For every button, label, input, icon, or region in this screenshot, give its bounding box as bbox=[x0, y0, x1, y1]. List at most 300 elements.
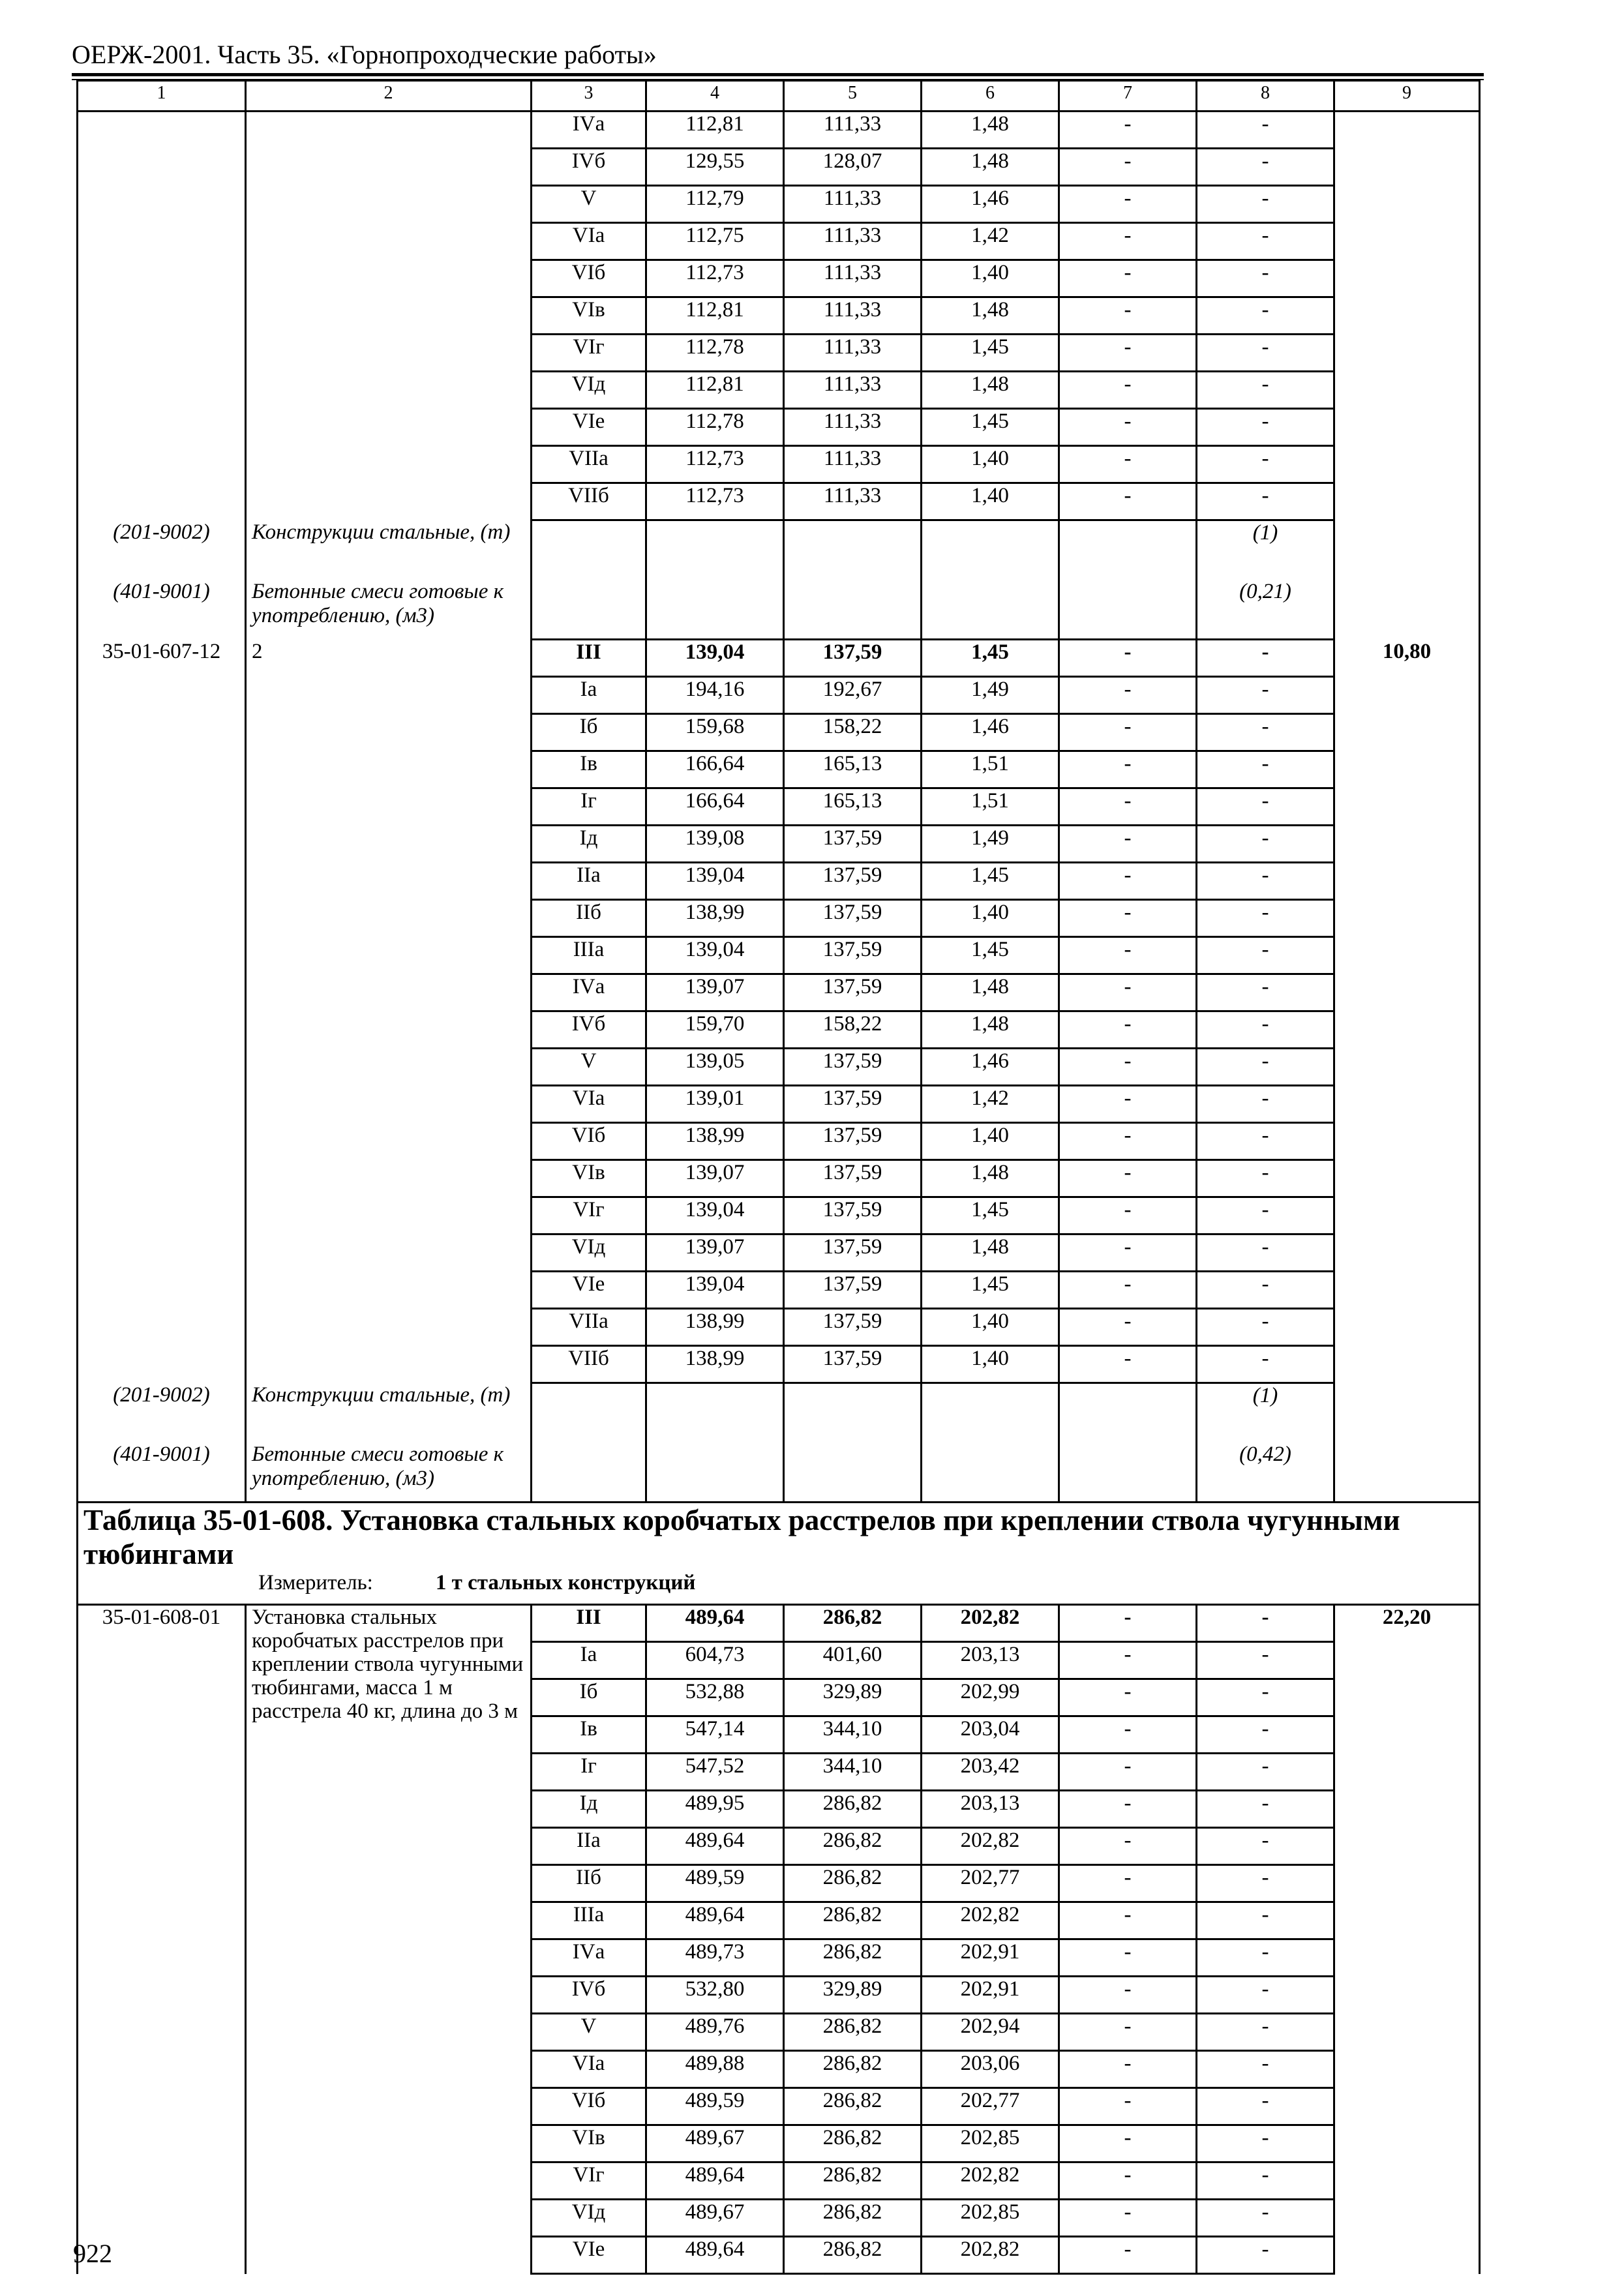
value-cell: 137,59 bbox=[784, 1309, 922, 1346]
value-cell: - bbox=[1197, 1716, 1334, 1754]
value-cell: - bbox=[1197, 1977, 1334, 2014]
value-cell: 202,82 bbox=[922, 1902, 1059, 1939]
value-cell: 1,48 bbox=[922, 1234, 1059, 1272]
measure-label: Измеритель: bbox=[258, 1571, 373, 1594]
value-cell: 1,46 bbox=[922, 186, 1059, 223]
value-cell: 139,04 bbox=[646, 863, 784, 900]
empty-cell bbox=[784, 1383, 922, 1443]
resource-name: Бетонные смеси готовые к употреблению, (м3) bbox=[246, 1443, 532, 1503]
labor-cost: 22,20 bbox=[1334, 1605, 1480, 2274]
value-cell: 1,49 bbox=[922, 677, 1059, 714]
rate-code: 35-01-607-12 bbox=[78, 640, 246, 1383]
value-cell: 489,64 bbox=[646, 1902, 784, 1939]
value-cell: 137,59 bbox=[784, 1346, 922, 1383]
zone-cell: IVб bbox=[532, 149, 646, 186]
value-cell: - bbox=[1197, 2014, 1334, 2051]
zone-cell: Iб bbox=[532, 714, 646, 751]
value-cell: - bbox=[1059, 1828, 1197, 1865]
value-cell: - bbox=[1059, 335, 1197, 372]
value-cell: 489,59 bbox=[646, 2088, 784, 2125]
empty-cell bbox=[646, 580, 784, 640]
value-cell: - bbox=[1059, 937, 1197, 974]
value-cell: - bbox=[1059, 863, 1197, 900]
value-cell: 1,45 bbox=[922, 863, 1059, 900]
zone-cell: III bbox=[532, 640, 646, 677]
value-cell: - bbox=[1197, 1011, 1334, 1049]
empty-cell bbox=[646, 1383, 784, 1443]
value-cell: 1,40 bbox=[922, 483, 1059, 520]
value-cell: - bbox=[1197, 974, 1334, 1011]
value-cell: - bbox=[1059, 640, 1197, 677]
value-cell: - bbox=[1197, 937, 1334, 974]
rate-row bbox=[78, 112, 1480, 149]
value-cell: - bbox=[1197, 1791, 1334, 1828]
value-cell: - bbox=[1059, 1865, 1197, 1902]
value-cell: 489,95 bbox=[646, 1791, 784, 1828]
value-cell: 166,64 bbox=[646, 788, 784, 826]
value-cell: 138,99 bbox=[646, 1346, 784, 1383]
value-cell: 158,22 bbox=[784, 714, 922, 751]
value-cell: 286,82 bbox=[784, 2125, 922, 2162]
value-cell: - bbox=[1197, 186, 1334, 223]
zone-cell: VIб bbox=[532, 260, 646, 297]
value-cell: - bbox=[1059, 186, 1197, 223]
zone-cell: VIд bbox=[532, 2200, 646, 2237]
resource-value: (1) bbox=[1197, 520, 1334, 580]
value-cell: 286,82 bbox=[784, 1828, 922, 1865]
value-cell: 111,33 bbox=[784, 297, 922, 335]
value-cell: 137,59 bbox=[784, 900, 922, 937]
value-cell: 1,40 bbox=[922, 1123, 1059, 1160]
value-cell: 111,33 bbox=[784, 372, 922, 409]
value-cell: 139,04 bbox=[646, 1272, 784, 1309]
zone-cell: VIе bbox=[532, 2237, 646, 2274]
value-cell: 489,64 bbox=[646, 1605, 784, 1642]
value-cell: 111,33 bbox=[784, 260, 922, 297]
value-cell: 203,13 bbox=[922, 1791, 1059, 1828]
value-cell: 203,04 bbox=[922, 1716, 1059, 1754]
value-cell: - bbox=[1197, 1197, 1334, 1234]
zone-cell: V bbox=[532, 186, 646, 223]
value-cell: 286,82 bbox=[784, 1902, 922, 1939]
value-cell: 202,99 bbox=[922, 1679, 1059, 1716]
value-cell: 111,33 bbox=[784, 112, 922, 149]
value-cell: 1,49 bbox=[922, 826, 1059, 863]
value-cell: 137,59 bbox=[784, 1086, 922, 1123]
value-cell: 139,07 bbox=[646, 1160, 784, 1197]
zone-cell: VIб bbox=[532, 1123, 646, 1160]
value-cell: 138,99 bbox=[646, 900, 784, 937]
zone-cell: Iд bbox=[532, 826, 646, 863]
zone-cell: V bbox=[532, 1049, 646, 1086]
value-cell: 112,73 bbox=[646, 260, 784, 297]
value-cell: 166,64 bbox=[646, 751, 784, 788]
empty-cell bbox=[1334, 520, 1480, 580]
value-cell: - bbox=[1059, 714, 1197, 751]
zone-cell: VIа bbox=[532, 1086, 646, 1123]
value-cell: - bbox=[1197, 1346, 1334, 1383]
empty-cell bbox=[922, 520, 1059, 580]
zone-cell: VIв bbox=[532, 2125, 646, 2162]
value-cell: 1,45 bbox=[922, 335, 1059, 372]
resource-row bbox=[78, 1383, 1480, 1443]
value-cell: - bbox=[1059, 1716, 1197, 1754]
value-cell: 203,13 bbox=[922, 1642, 1059, 1679]
value-cell: 165,13 bbox=[784, 788, 922, 826]
value-cell: 1,46 bbox=[922, 1049, 1059, 1086]
value-cell: 286,82 bbox=[784, 2200, 922, 2237]
value-cell: 111,33 bbox=[784, 186, 922, 223]
zone-cell: VIIб bbox=[532, 483, 646, 520]
zone-cell: IVб bbox=[532, 1011, 646, 1049]
value-cell: 137,59 bbox=[784, 1123, 922, 1160]
value-cell: - bbox=[1197, 112, 1334, 149]
empty-cell bbox=[1059, 580, 1197, 640]
value-cell: - bbox=[1197, 223, 1334, 260]
value-cell: - bbox=[1059, 2237, 1197, 2274]
value-cell: - bbox=[1059, 223, 1197, 260]
zone-cell: IIIа bbox=[532, 1902, 646, 1939]
value-cell: 1,40 bbox=[922, 446, 1059, 483]
value-cell: 138,99 bbox=[646, 1309, 784, 1346]
value-cell: - bbox=[1059, 1939, 1197, 1977]
zone-cell: Iг bbox=[532, 1754, 646, 1791]
empty-cell bbox=[922, 1443, 1059, 1503]
value-cell: - bbox=[1059, 826, 1197, 863]
value-cell: - bbox=[1197, 1939, 1334, 1977]
value-cell: 547,14 bbox=[646, 1716, 784, 1754]
measure-value: 1 т стальных конструкций bbox=[435, 1571, 696, 1594]
value-cell: 1,51 bbox=[922, 751, 1059, 788]
value-cell: 139,05 bbox=[646, 1049, 784, 1086]
value-cell: - bbox=[1197, 751, 1334, 788]
value-cell: 112,73 bbox=[646, 483, 784, 520]
value-cell: 489,67 bbox=[646, 2200, 784, 2237]
value-cell: 194,16 bbox=[646, 677, 784, 714]
value-cell: - bbox=[1197, 677, 1334, 714]
resource-name: Конструкции стальные, (т) bbox=[246, 520, 532, 580]
value-cell: 1,45 bbox=[922, 409, 1059, 446]
value-cell: - bbox=[1059, 1791, 1197, 1828]
value-cell: 489,64 bbox=[646, 1828, 784, 1865]
value-cell: 202,82 bbox=[922, 1828, 1059, 1865]
zone-cell: VIб bbox=[532, 2088, 646, 2125]
zone-cell: VIв bbox=[532, 1160, 646, 1197]
value-cell: 137,59 bbox=[784, 1197, 922, 1234]
value-cell: 138,99 bbox=[646, 1123, 784, 1160]
value-cell: - bbox=[1059, 372, 1197, 409]
value-cell: - bbox=[1059, 1679, 1197, 1716]
zone-cell: VIд bbox=[532, 1234, 646, 1272]
measure-row bbox=[78, 1571, 1480, 1605]
value-cell: - bbox=[1197, 1865, 1334, 1902]
value-cell: 137,59 bbox=[784, 1234, 922, 1272]
value-cell: 202,77 bbox=[922, 2088, 1059, 2125]
resource-value: (0,42) bbox=[1197, 1443, 1334, 1503]
value-cell: 1,46 bbox=[922, 714, 1059, 751]
column-number: 6 bbox=[922, 81, 1059, 112]
value-cell: - bbox=[1059, 1642, 1197, 1679]
value-cell: - bbox=[1197, 260, 1334, 297]
value-cell: 286,82 bbox=[784, 2237, 922, 2274]
value-cell: 489,64 bbox=[646, 2162, 784, 2200]
empty-cell bbox=[646, 1443, 784, 1503]
value-cell: 137,59 bbox=[784, 863, 922, 900]
value-cell: 112,81 bbox=[646, 112, 784, 149]
rate-code bbox=[78, 112, 246, 520]
labor-cost: 10,80 bbox=[1334, 640, 1480, 1383]
value-cell: - bbox=[1197, 1605, 1334, 1642]
value-cell: 1,45 bbox=[922, 1197, 1059, 1234]
value-cell: 1,51 bbox=[922, 788, 1059, 826]
value-cell: - bbox=[1197, 446, 1334, 483]
column-number: 9 bbox=[1334, 81, 1480, 112]
value-cell: - bbox=[1059, 1977, 1197, 2014]
empty-cell bbox=[532, 580, 646, 640]
zone-cell: Iа bbox=[532, 677, 646, 714]
value-cell: 112,81 bbox=[646, 297, 784, 335]
value-cell: 1,42 bbox=[922, 1086, 1059, 1123]
page-header bbox=[72, 38, 1484, 80]
value-cell: - bbox=[1197, 1160, 1334, 1197]
value-cell: 202,82 bbox=[922, 2162, 1059, 2200]
rate-code: 35-01-608-01 bbox=[78, 1605, 246, 2274]
zone-cell: VIа bbox=[532, 2051, 646, 2088]
zone-cell: Iг bbox=[532, 788, 646, 826]
zone-cell: VIе bbox=[532, 1272, 646, 1309]
value-cell: - bbox=[1059, 1086, 1197, 1123]
column-number: 8 bbox=[1197, 81, 1334, 112]
value-cell: 1,48 bbox=[922, 1011, 1059, 1049]
zone-cell: VIIа bbox=[532, 1309, 646, 1346]
value-cell: - bbox=[1197, 335, 1334, 372]
value-cell: 139,07 bbox=[646, 1234, 784, 1272]
value-cell: 137,59 bbox=[784, 937, 922, 974]
value-cell: - bbox=[1059, 751, 1197, 788]
resource-code: (401-9001) bbox=[78, 580, 246, 640]
value-cell: 329,89 bbox=[784, 1679, 922, 1716]
value-cell: 1,42 bbox=[922, 223, 1059, 260]
value-cell: 111,33 bbox=[784, 335, 922, 372]
value-cell: 286,82 bbox=[784, 1865, 922, 1902]
zone-cell: III bbox=[532, 1605, 646, 1642]
value-cell: - bbox=[1197, 640, 1334, 677]
value-cell: 344,10 bbox=[784, 1754, 922, 1791]
rate-row bbox=[78, 640, 1480, 677]
value-cell: 489,73 bbox=[646, 1939, 784, 1977]
zone-cell: VIIа bbox=[532, 446, 646, 483]
empty-cell bbox=[532, 520, 646, 580]
value-cell: - bbox=[1059, 1902, 1197, 1939]
resource-name: Конструкции стальные, (т) bbox=[246, 1383, 532, 1443]
value-cell: - bbox=[1197, 149, 1334, 186]
column-number: 1 bbox=[78, 81, 246, 112]
value-cell: 532,88 bbox=[646, 1679, 784, 1716]
value-cell: - bbox=[1059, 1234, 1197, 1272]
resource-row bbox=[78, 1443, 1480, 1503]
column-number: 4 bbox=[646, 81, 784, 112]
measure-cell bbox=[78, 1571, 1480, 1605]
value-cell: - bbox=[1059, 1605, 1197, 1642]
value-cell: - bbox=[1059, 260, 1197, 297]
value-cell: 604,73 bbox=[646, 1642, 784, 1679]
value-cell: 547,52 bbox=[646, 1754, 784, 1791]
value-cell: - bbox=[1059, 1754, 1197, 1791]
value-cell: 137,59 bbox=[784, 974, 922, 1011]
resource-code: (201-9002) bbox=[78, 520, 246, 580]
value-cell: - bbox=[1059, 1011, 1197, 1049]
value-cell: 137,59 bbox=[784, 1272, 922, 1309]
resource-row bbox=[78, 580, 1480, 640]
value-cell: 112,78 bbox=[646, 409, 784, 446]
zone-cell: IVа bbox=[532, 112, 646, 149]
value-cell: - bbox=[1059, 446, 1197, 483]
zone-cell: VIг bbox=[532, 2162, 646, 2200]
zone-cell: IVа bbox=[532, 974, 646, 1011]
zone-cell: Iв bbox=[532, 1716, 646, 1754]
table-title: Таблица 35-01-608. Установка стальных коробчатых расстрелов при креплении ствола чугунными тюбингами bbox=[78, 1503, 1480, 1572]
value-cell: - bbox=[1059, 297, 1197, 335]
resource-row bbox=[78, 520, 1480, 580]
empty-cell bbox=[1059, 1383, 1197, 1443]
value-cell: - bbox=[1197, 297, 1334, 335]
value-cell: 202,91 bbox=[922, 1939, 1059, 1977]
value-cell: 286,82 bbox=[784, 2088, 922, 2125]
value-cell: 139,04 bbox=[646, 937, 784, 974]
value-cell: 1,40 bbox=[922, 900, 1059, 937]
value-cell: - bbox=[1197, 788, 1334, 826]
value-cell: 286,82 bbox=[784, 1939, 922, 1977]
zone-cell: VIг bbox=[532, 335, 646, 372]
empty-cell bbox=[646, 520, 784, 580]
zone-cell: IIа bbox=[532, 1828, 646, 1865]
zone-cell: VIIб bbox=[532, 1346, 646, 1383]
value-cell: - bbox=[1197, 1902, 1334, 1939]
value-cell: 202,85 bbox=[922, 2125, 1059, 2162]
header-title: ОЕРЖ-2001. Часть 35. «Горнопроходческие работы» bbox=[72, 40, 657, 69]
empty-cell bbox=[1334, 580, 1480, 640]
value-cell: 532,80 bbox=[646, 1977, 784, 2014]
rate-name: 2 bbox=[246, 640, 532, 1383]
zone-cell: IIб bbox=[532, 900, 646, 937]
value-cell: 165,13 bbox=[784, 751, 922, 788]
value-cell: - bbox=[1197, 2088, 1334, 2125]
value-cell: 158,22 bbox=[784, 1011, 922, 1049]
value-cell: - bbox=[1197, 372, 1334, 409]
value-cell: 489,67 bbox=[646, 2125, 784, 2162]
value-cell: 286,82 bbox=[784, 1791, 922, 1828]
value-cell: - bbox=[1197, 2162, 1334, 2200]
value-cell: - bbox=[1059, 2051, 1197, 2088]
value-cell: - bbox=[1059, 900, 1197, 937]
value-cell: 129,55 bbox=[646, 149, 784, 186]
value-cell: - bbox=[1197, 714, 1334, 751]
empty-cell bbox=[784, 1443, 922, 1503]
resource-code: (201-9002) bbox=[78, 1383, 246, 1443]
value-cell: 202,82 bbox=[922, 2237, 1059, 2274]
value-cell: 112,78 bbox=[646, 335, 784, 372]
value-cell: - bbox=[1059, 2200, 1197, 2237]
value-cell: - bbox=[1059, 1197, 1197, 1234]
value-cell: 111,33 bbox=[784, 483, 922, 520]
zone-cell: V bbox=[532, 2014, 646, 2051]
value-cell: 286,82 bbox=[784, 2051, 922, 2088]
zone-cell: VIд bbox=[532, 372, 646, 409]
value-cell: - bbox=[1197, 483, 1334, 520]
value-cell: 329,89 bbox=[784, 1977, 922, 2014]
value-cell: - bbox=[1197, 1272, 1334, 1309]
value-cell: - bbox=[1059, 2088, 1197, 2125]
value-cell: - bbox=[1059, 409, 1197, 446]
value-cell: - bbox=[1059, 1272, 1197, 1309]
value-cell: 286,82 bbox=[784, 2014, 922, 2051]
value-cell: - bbox=[1197, 1234, 1334, 1272]
value-cell: 202,91 bbox=[922, 1977, 1059, 2014]
value-cell: - bbox=[1197, 1086, 1334, 1123]
value-cell: - bbox=[1197, 1049, 1334, 1086]
zone-cell: VIе bbox=[532, 409, 646, 446]
value-cell: - bbox=[1197, 826, 1334, 863]
value-cell: 111,33 bbox=[784, 409, 922, 446]
value-cell: 202,77 bbox=[922, 1865, 1059, 1902]
value-cell: 159,68 bbox=[646, 714, 784, 751]
value-cell: 139,01 bbox=[646, 1086, 784, 1123]
labor-cost bbox=[1334, 112, 1480, 520]
empty-cell bbox=[1059, 1443, 1197, 1503]
zone-cell: IIб bbox=[532, 1865, 646, 1902]
column-number-row bbox=[78, 81, 1480, 112]
zone-cell: IIIа bbox=[532, 937, 646, 974]
zone-cell: IVа bbox=[532, 1939, 646, 1977]
value-cell: 202,85 bbox=[922, 2200, 1059, 2237]
rate-name: Установка стальных коробчатых расстрелов при креплении ствола чугунными тюбингами, масса 1 м расстрела 40 кг, длина до 3 м bbox=[246, 1605, 532, 2274]
value-cell: 1,45 bbox=[922, 640, 1059, 677]
value-cell: 344,10 bbox=[784, 1716, 922, 1754]
column-number: 2 bbox=[246, 81, 532, 112]
value-cell: 139,04 bbox=[646, 640, 784, 677]
value-cell: - bbox=[1197, 1123, 1334, 1160]
value-cell: - bbox=[1059, 788, 1197, 826]
empty-cell bbox=[784, 520, 922, 580]
value-cell: 286,82 bbox=[784, 2162, 922, 2200]
resource-code: (401-9001) bbox=[78, 1443, 246, 1503]
value-cell: 137,59 bbox=[784, 1049, 922, 1086]
value-cell: - bbox=[1059, 974, 1197, 1011]
value-cell: - bbox=[1059, 677, 1197, 714]
empty-cell bbox=[532, 1383, 646, 1443]
empty-cell bbox=[1334, 1443, 1480, 1503]
empty-cell bbox=[532, 1443, 646, 1503]
empty-cell bbox=[784, 580, 922, 640]
value-cell: 1,48 bbox=[922, 1160, 1059, 1197]
rate-row bbox=[78, 1605, 1480, 1642]
zone-cell: IIа bbox=[532, 863, 646, 900]
zone-cell: IVб bbox=[532, 1977, 646, 2014]
value-cell: 1,48 bbox=[922, 297, 1059, 335]
value-cell: 489,88 bbox=[646, 2051, 784, 2088]
value-cell: 202,94 bbox=[922, 2014, 1059, 2051]
value-cell: - bbox=[1197, 1309, 1334, 1346]
value-cell: 203,42 bbox=[922, 1754, 1059, 1791]
value-cell: 1,40 bbox=[922, 1309, 1059, 1346]
zone-cell: VIв bbox=[532, 297, 646, 335]
value-cell: 1,48 bbox=[922, 149, 1059, 186]
value-cell: - bbox=[1197, 409, 1334, 446]
empty-cell bbox=[922, 1383, 1059, 1443]
value-cell: 128,07 bbox=[784, 149, 922, 186]
value-cell: - bbox=[1059, 2014, 1197, 2051]
value-cell: 112,73 bbox=[646, 446, 784, 483]
